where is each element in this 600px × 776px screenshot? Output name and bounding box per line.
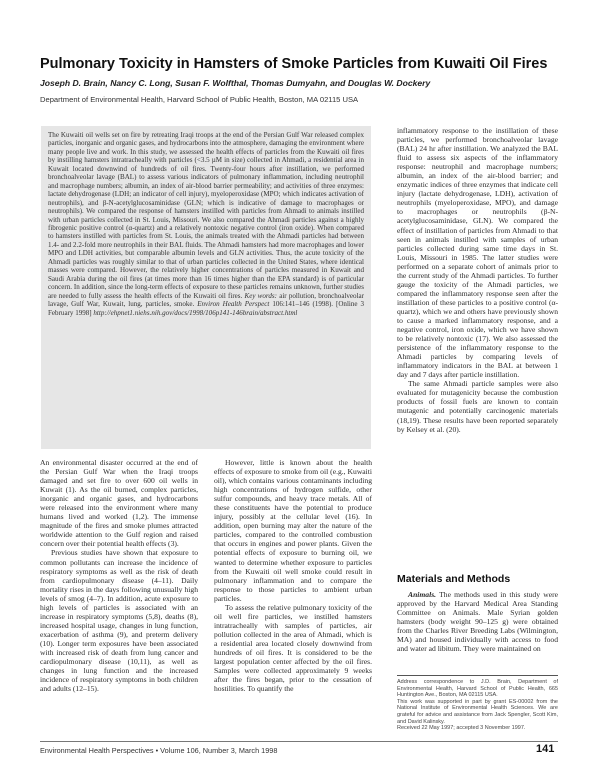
body-column-2	[214, 458, 372, 730]
methods-label: Animals.	[408, 590, 437, 599]
methods-text-block	[397, 590, 558, 670]
body-paragraph: To assess the relative pulmonary toxicity of the oil well fire particles, we instilled hamsters intratracheally with samples of particles, air pollution collected in the area of Ahmadi, which is a residential area located closely downwind from hundreds of oil fires. It is considered to be the largest population center affected by the oil fires. Samples were collected approximately 9 weeks after the fires began, prior to the cessation of hostilities. To quantify the	[214, 602, 372, 694]
abstract-url: http://ehpnet1.niehs.nih.gov/docs/1998/106p141-146brain/abstract.html	[93, 308, 298, 317]
footnote-block	[397, 679, 558, 731]
methods-text: The methods used in this study were approved by the Harvard Medical Area Standing Committee on Animals. Male Syrian golden hamsters (body weight 90–125 g) were obtained from the Charles River Breeding Labs (Wilmington, MA) and housed individually with access to food and water ad libitum. They were maintained on	[397, 590, 558, 654]
footer-divider	[40, 741, 558, 742]
keywords-label: Key words:	[244, 291, 277, 300]
author-list: Joseph D. Brain, Nancy C. Long, Susan F. Wolfthal, Thomas Dumyahn, and Douglas W. Dockery	[40, 78, 431, 88]
footnote-acknowledgment: This work was supported in part by grant ES-00002 from the National Institute of Environmental Health Sciences. We are grateful for advice and assistance from Jack Spengler, Scott Kim, and David Kalinsky.	[397, 698, 558, 725]
page-number: 141	[536, 743, 555, 755]
paper-title: Pulmonary Toxicity in Hamsters of Smoke Particles from Kuwaiti Oil Fires	[40, 56, 548, 72]
body-paragraph: inflammatory response to the instillation of these particles, we performed bronchoalveolar lavage (BAL) 24 hr after instillation. We analyzed the BAL fluid to assess six aspects of the inflammatory response: neutrophil and macrophage numbers; albumin, an index of the air-blood barrier; and enzymatic indices of three enzymes that indicate cell injury (lactate dehydrogenase, LDH), activation of neutrophils (myeloperoxidase, MPO), and damage to macrophages or neutrophils (β-N-acetylglucosaminidase, GLN). We compared the effect of instillation of particles from Ahmadi to that seen in animals instilled with samples of urban particles collected during same time days in St. Louis, Missouri in 1985. The latter studies were performed on a separate cohort of animals prior to the current study of the Ahmadi particles. To further gauge the toxicity of the Ahmadi particles, we compared the inflammatory response seen after the instillation of these particles to a positive control (α-quartz), which we and others have previously shown to cause a marked inflammatory response, and a negative control, iron oxide, which we have shown to be relatively nontoxic (17). We also assessed the persistence of the inflammatory response to the Ahmadi particles by comparing levels of inflammatory indicators in the BAL at between 1 day and 7 days after particle instillation.	[397, 126, 558, 380]
footnote-divider	[397, 675, 558, 676]
body-column-1	[40, 458, 198, 730]
journal-footer: Environmental Health Perspectives • Volume 106, Number 3, March 1998	[40, 746, 278, 755]
section-heading-methods: Materials and Methods	[397, 573, 511, 585]
body-paragraph: The same Ahmadi particle samples were also evaluated for mutagenicity because the combustion products of fossil fuels are known to contain mutagenic and potentially carcinogenic materials (18,19). These results have been reported separately by Kelsey et al. (20).	[397, 379, 558, 434]
keywords: air pollution, bronchoalveolar lavage, Gulf War, Kuwait, lung, particles, smoke.	[48, 291, 365, 309]
citation-journal: Environ Health Perspect	[197, 300, 270, 309]
abstract-text: The Kuwaiti oil wells set on fire by retreating Iraqi troops at the end of the Persian Gulf War released complex particles, inorganic and organic gases, and hydrocarbons into the atmosphere, damaging the environment where many people live and work. In this study, we assessed the health effects of particles from the Kuwaiti oil fires by instilling hamsters intratracheally with particles (<3.5 µM in size) collected in Ahmadi, a residential area in Kuwait located downwind of hundreds of oil fires. Twenty-four hours after instillation, we performed bronchoalveolar lavage (BAL) to assess various indicators of pulmonary inflammation, including neutrophil and macrophage numbers; albumin, an index of air-blood barrier permeability; and activities of three enzymes: lactate dehydrogenase (LDH; an indicator of cell injury), myeloperoxidase (MPO; which indicates activation of neutrophils), and β-N-acetylglucosaminidase (GLN; which is indicative of damage to macrophages or neutrophils). We compared the response of hamsters instilled with particles from Ahmadi to animals instilled with urban particles collected in St. Louis, Missouri. We also compared the Ahmadi particles against a highly fibrogenic positive control (α-quartz) and a relatively nontoxic negative control (iron oxide). When compared to hamsters instilled with particles from St. Louis, the animals treated with the Ahmadi particles had between 1.4- and 2.2-fold more neutrophils in their BAL fluids. The Ahmadi hamsters had more macrophages and lower MPO and LDH activities, but comparable albumin levels and GLN activities. Thus, the acute toxicity of the Ahmadi particles was roughly similar to that of urban particles collected in the United States, where identical masses were compared. However, the relatively higher concentrations of particles measured in Kuwait and Saudi Arabia during the oil fires (at times more than 16 times higher than the EPA standard) is of particular concern. In addition, since the long-term effects of exposure to these particles remains unknown, further studies are needed to fully assess the health effects of the Kuwaiti oil fires.	[48, 131, 364, 300]
footnote-received: Received 22 May 1997; accepted 3 November 1997.	[397, 725, 526, 731]
body-column-3	[397, 126, 558, 568]
footnote-correspondence: Address correspondence to J.D. Brain, Department of Environmental Health, Harvard School of Public Health, 665 Huntington Ave., Boston, MA 02115 USA.	[397, 679, 558, 699]
abstract-box	[41, 126, 371, 449]
citation-details: 106:141–146 (1998). [Online 3 February 1998]	[48, 300, 364, 317]
body-paragraph: An environmental disaster occurred at the end of the Persian Gulf War when the Iraqi troops damaged and set fire to over 600 oil wells in Kuwait (1). As the oil burned, complex particles, inorganic and organic gases, and hydrocarbons were released into the environment where many humans lived and worked (1,2). The immense magnitude of the fires and smoke plumes attracted worldwide attention to the Gulf region and raised concern over their potential health effects (3).	[40, 458, 198, 549]
methods-paragraph	[397, 590, 558, 653]
body-paragraph: Previous studies have shown that exposure to common pollutants can increase the incidence of respiratory symptoms as well as the risk of death from cardiopulmonary disease (4–11). Daily mortality rises in the days following unusually high levels of smog (4–7). In addition, acute exposure to high levels of particles is associated with an increase in respiratory symptoms (5,8), deaths (8), increased hospital usage, changes in lung function, exacerbation of asthma (9), and preterm delivery (10). Longer term exposures have been associated with increased risk of death from lung cancer and cardiopulmonary disease (10,11), as well as changes in lung function and the increased incidence of respiratory symptoms in both children and adults (12–15).	[40, 548, 198, 694]
affiliation: Department of Environmental Health, Harvard School of Public Health, Boston, MA 02115 USA	[40, 95, 359, 104]
body-paragraph: However, little is known about the health effects of exposure to smoke from oil (e.g., Kuwaiti oil), which contains various contaminants including high concentrations of hydrogen sulfide, other sulfur compounds, and heavy trace metals. All of these constituents have the potential to produce injury, possibly at the cellular level (16). In addition, open burning may alter the nature of the particles, compared to the controlled combustion that occurs in engines and power plants. Given the potential effects of exposure to burning oil, we wanted to determine whether exposure to particles from the Kuwaiti oil well smoke could result in pulmonary inflammation and to compare the response to those particles to ambient urban particles.	[214, 458, 372, 603]
